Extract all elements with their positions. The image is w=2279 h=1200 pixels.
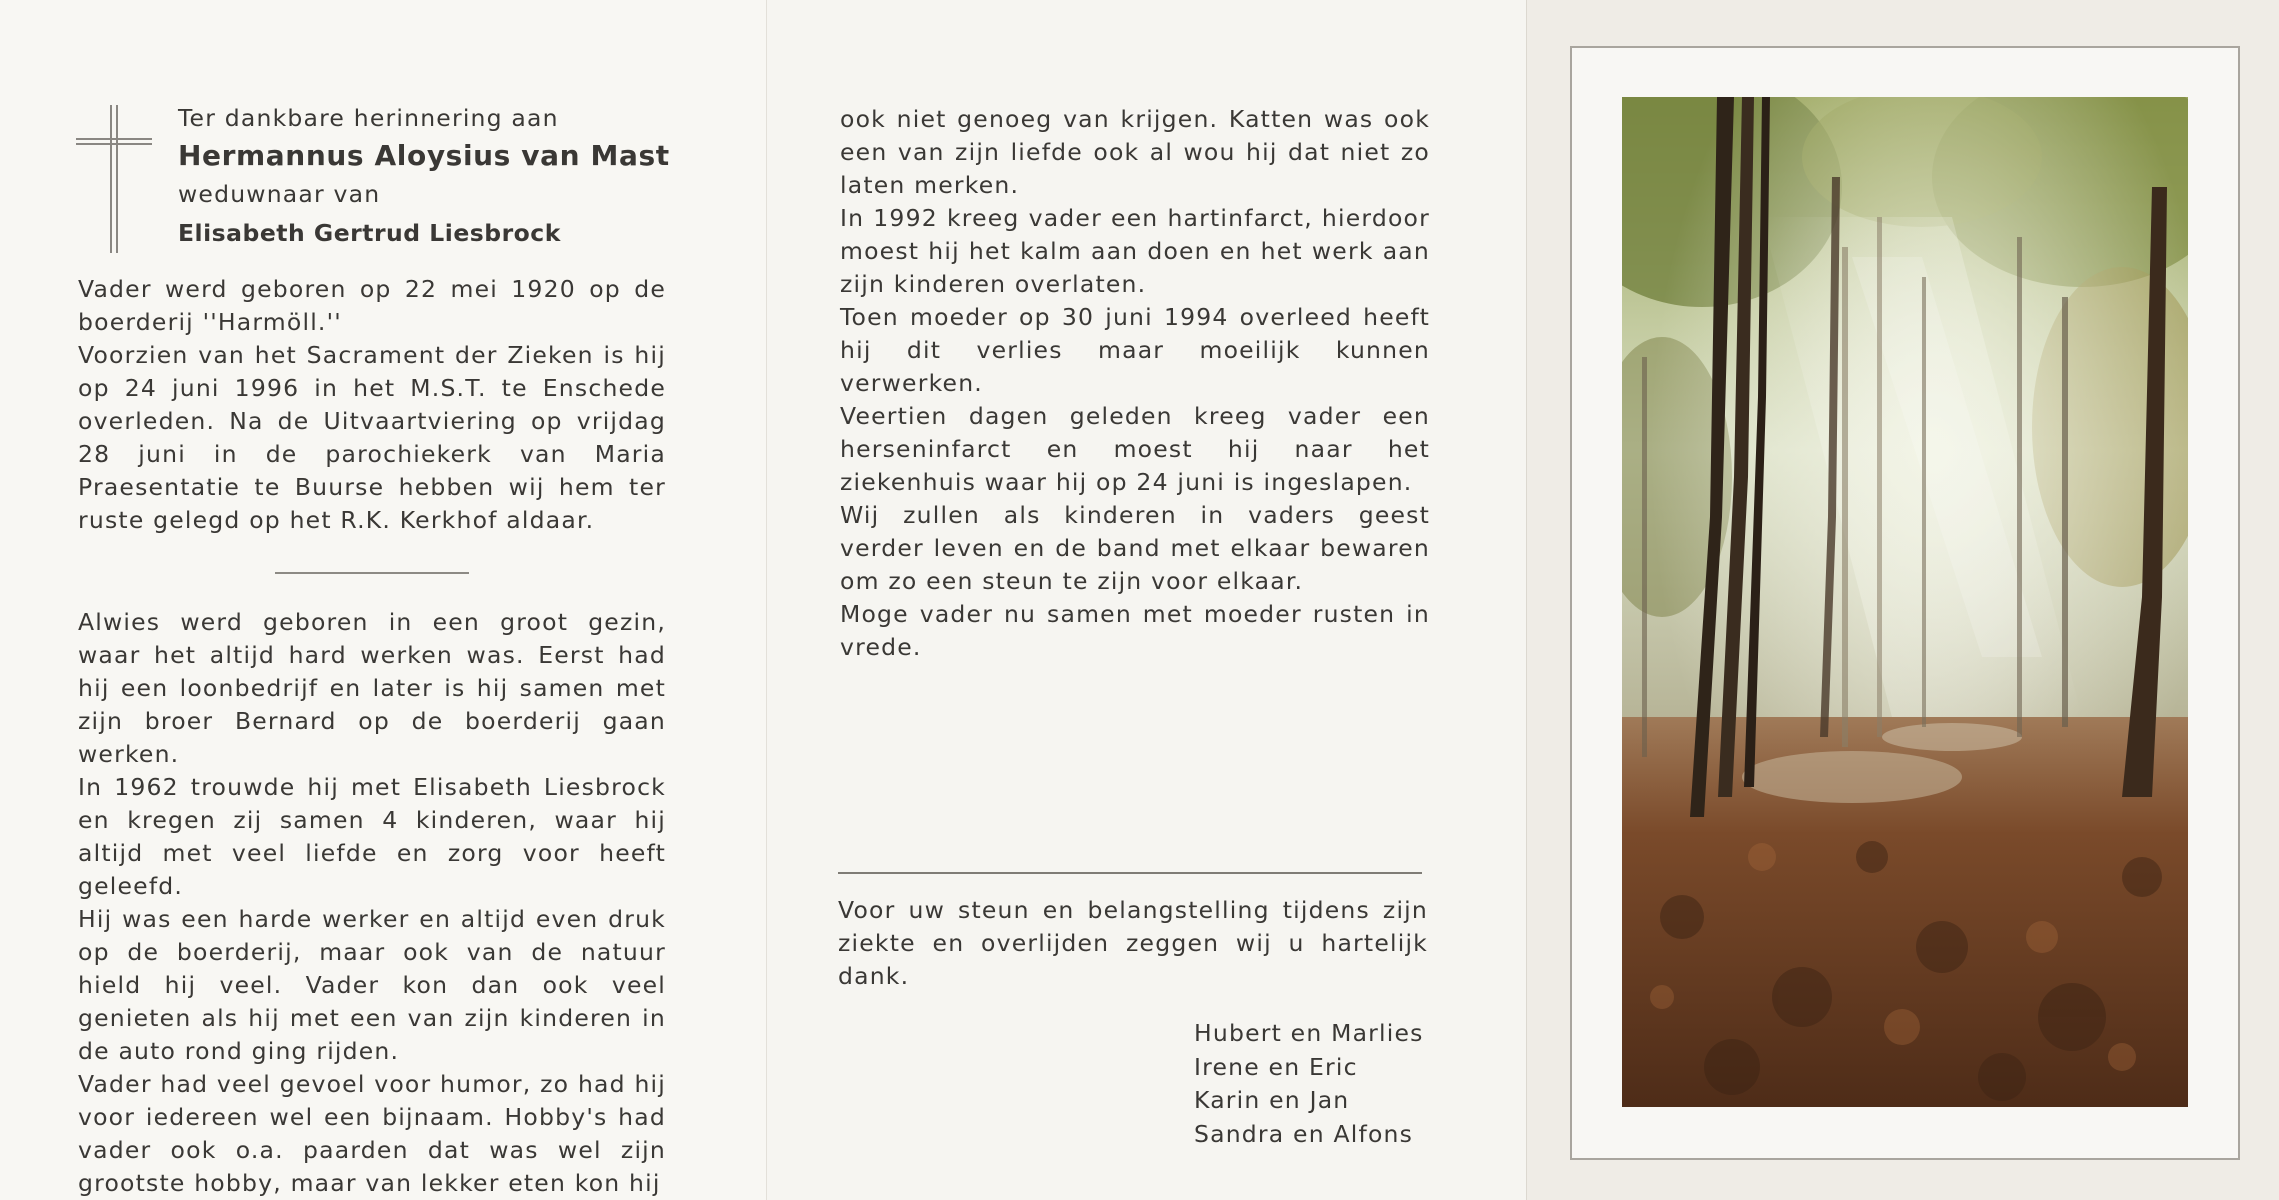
signature-line: Irene en Eric bbox=[1194, 1052, 1358, 1081]
paragraph: Wij zullen als kinderen in vaders geest verder leven en de band met elkaar bewaren om zo een steun te zijn voor elkaar. bbox=[840, 501, 1430, 595]
paragraph: In 1992 kreeg vader een hartinfarct, hierdoor moest hij het kalm aan doen en het werk aan zijn kinderen overlaten. bbox=[840, 204, 1430, 298]
biography-intro bbox=[78, 273, 666, 537]
spouse-name: Elisabeth Gertrud Liesbrock bbox=[178, 219, 561, 247]
paragraph: Alwies werd geboren in een groot gezin, waar het altijd hard werken was. Eerst had hij een loonbedrijf en later is hij samen met zijn broer Bernard op de boerderij gaan werken. bbox=[78, 608, 666, 768]
intro-line: Ter dankbare herinnering aan bbox=[178, 104, 559, 132]
relation-line: weduwnaar van bbox=[178, 180, 381, 208]
divider bbox=[275, 572, 469, 574]
divider bbox=[838, 872, 1422, 874]
memorial-header bbox=[178, 100, 698, 254]
paragraph: Vader had veel gevoel voor humor, zo had hij voor iedereen wel een bijnaam. Hobby's had vader ook o.a. paarden dat was wel zijn grootste hobby, maar van lekker eten kon hij bbox=[78, 1070, 666, 1197]
paragraph: Veertien dagen geleden kreeg vader een herseninfarct en moest hij naar het ziekenhuis waar hij op 24 juni is ingeslapen. bbox=[840, 402, 1430, 496]
signature-line: Sandra en Alfons bbox=[1194, 1119, 1414, 1148]
signature-line: Hubert en Marlies bbox=[1194, 1019, 1424, 1047]
paragraph: Voorzien van het Sacrament der Zieken is hij op 24 juni 1996 in het M.S.T. te Enschede overleden. Na de Uitvaartviering op vrijdag 28 juni in de parochiekerk van Maria Praesentatie te Buurse hebben wij hem ter ruste gelegd op het R.K. Kerkhof aldaar. bbox=[78, 341, 666, 534]
paragraph: Vader werd geboren op 22 mei 1920 op de boerderij ''Harmöll.'' bbox=[78, 275, 666, 336]
deceased-name: Hermannus Aloysius van Mast bbox=[178, 139, 670, 172]
paragraph: Voor uw steun en belangstelling tijdens zijn ziekte en overlijden zeggen wij u hartelijk dank. bbox=[838, 896, 1428, 990]
forest-photo bbox=[1622, 97, 2188, 1107]
family-signatures bbox=[1194, 1017, 1494, 1151]
paragraph: Toen moeder op 30 juni 1994 overleed heeft hij dit verlies maar moeilijk kunnen verwerken. bbox=[840, 303, 1430, 397]
paragraph: ook niet genoeg van krijgen. Katten was ook een van zijn liefde ook al wou hij dat niet zo laten merken. bbox=[840, 105, 1430, 199]
paragraph: Moge vader nu samen met moeder rusten in vrede. bbox=[840, 600, 1430, 661]
biography-text bbox=[78, 606, 666, 1200]
signature-line: Karin en Jan bbox=[1194, 1086, 1350, 1114]
biography-continued bbox=[840, 103, 1430, 664]
paragraph: In 1962 trouwde hij met Elisabeth Liesbrock en kregen zij samen 4 kinderen, waar hij altijd met veel liefde en zorg voor heeft geleefd. bbox=[78, 773, 666, 900]
paragraph: Hij was een harde werker en altijd even druk op de boerderij, maar ook van de natuur hield hij veel. Vader kon dan ook veel genieten als hij met een van zijn kinderen in de auto rond ging rijden. bbox=[78, 905, 666, 1065]
left-panel bbox=[0, 0, 766, 1200]
thanks-text bbox=[838, 894, 1428, 993]
